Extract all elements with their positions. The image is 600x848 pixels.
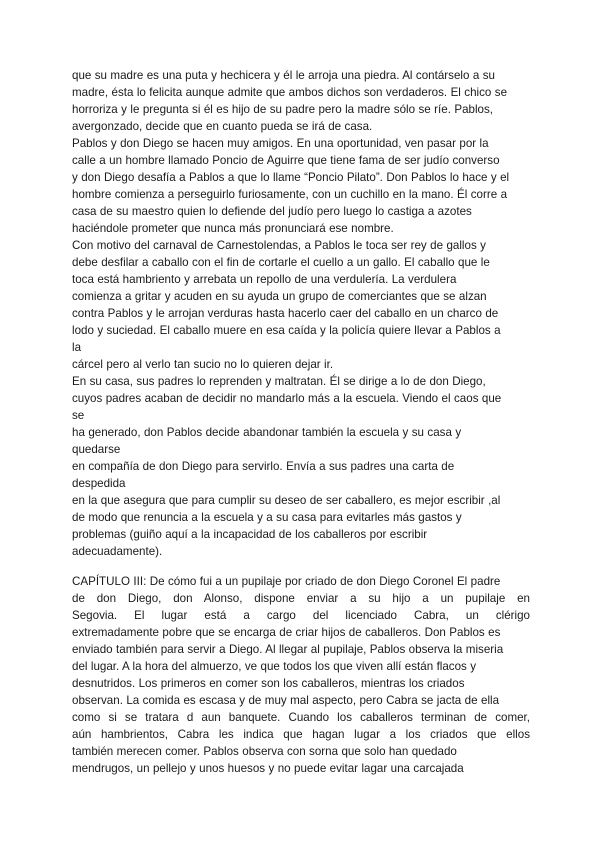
text-line: del lugar. A la hora del almuerzo, ve que todos los que viven allí están flacos y — [72, 660, 477, 673]
text-line: madre, ésta lo felicita aunque admite que ambos dichos son verdaderos. El chico se — [72, 86, 508, 99]
text-line: desnutridos. Los primeros en comer son los caballeros, mientras los criados — [72, 677, 465, 690]
text-line: aún hambrientos, Cabra les indica que hagan lugar a los criados que ellos — [72, 728, 530, 741]
text-line: hombre comienza a perseguirlo furiosamente, con un cuchillo en la mano. Él corre a — [72, 188, 508, 201]
text-line: Segovia. El lugar está a cargo del licenciado Cabra, un clérigo — [72, 609, 530, 622]
text-line: cuyos padres acaban de decidir no mandarlo más a la escuela. Viendo el caos que — [72, 392, 502, 405]
text-line: debe desfilar a caballo con el fin de cortarle el cuello a un gallo. El caballo que le — [72, 256, 490, 269]
text-line: cárcel pero al verlo tan sucio no lo quieren dejar ir. — [72, 358, 334, 371]
text-line: casa de su maestro quien lo defiende del judío pero luego lo castiga a azotes — [72, 205, 472, 218]
text-line: enviado también para servir a Diego. Al llegar al pupilaje, Pablos observa la miseria — [72, 643, 504, 656]
text-line: haciéndole prometer que nunca más pronunciará ese nombre. — [72, 222, 394, 235]
text-line: ha generado, don Pablos decide abandonar también la escuela y su casa y — [72, 426, 462, 439]
text-line: calle a un hombre llamado Poncio de Aguirre que tiene fama de ser judío converso — [72, 154, 500, 167]
text-line: en la que asegura que para cumplir su deseo de ser caballero, es mejor escribir ,al — [72, 494, 501, 507]
text-line: observan. La comida es escasa y de muy mal aspecto, pero Cabra se jacta de ella — [72, 694, 500, 707]
text-line: avergonzado, decide que en cuanto pueda se irá de casa. — [72, 120, 373, 133]
text-line: contra Pablos y le arrojan verduras hasta hacerlo caer del caballo en un charco de — [72, 307, 499, 320]
text-line: problemas (guiño aquí a la incapacidad de los caballeros por escribir — [72, 528, 428, 541]
text-line: de modo que renuncia a la escuela y a su casa para evitarles más gastos y — [72, 511, 462, 524]
text-line: la — [72, 341, 82, 354]
text-line: Pablos y don Diego se hacen muy amigos. En una oportunidad, ven pasar por la — [72, 137, 489, 150]
text-line: de don Diego, don Alonso, dispone enviar a su hijo a un pupilaje en — [72, 592, 530, 605]
text-line: lodo y suciedad. El caballo muere en esa caída y la policía quiere llevar a Pablos a — [72, 324, 501, 337]
text-line: CAPÍTULO III: De cómo fui a un pupilaje por criado de don Diego Coronel El padre — [72, 575, 501, 588]
text-line: Con motivo del carnaval de Carnestolendas, a Pablos le toca ser rey de gallos y — [72, 239, 486, 252]
text-line: también merecen comer. Pablos observa con sorna que solo han quedado — [72, 745, 457, 758]
text-line: despedida — [72, 477, 126, 490]
text-line: en compañía de don Diego para servirlo. Envía a sus padres una carta de — [72, 460, 455, 473]
text-line: y don Diego desafía a Pablos a que lo llame “Poncio Pilato”. Don Pablos lo hace y el — [72, 171, 510, 184]
text-line: que su madre es una puta y hechicera y él le arroja una piedra. Al contárselo a su — [72, 69, 495, 82]
text-line: como si se tratara d aun banquete. Cuando los caballeros terminan de comer, — [72, 711, 530, 724]
text-line: En su casa, sus padres lo reprenden y maltratan. Él se dirige a lo de don Diego, — [72, 375, 486, 388]
text-line: mendrugos, un pellejo y unos huesos y no puede evitar lagar una carcajada — [72, 762, 464, 775]
text-line: extremadamente pobre que se encarga de criar hijos de caballeros. Don Pablos es — [72, 626, 501, 639]
text-line: toca está hambriento y arrebata un repollo de una verdulería. La verdulera — [72, 273, 457, 286]
text-line: quedarse — [72, 443, 121, 456]
text-line: horroriza y le pregunta si él es hijo de su padre pero la madre sólo se ríe. Pablos, — [72, 103, 494, 116]
text-line: adecuadamente). — [72, 545, 163, 558]
text-line: se — [72, 409, 85, 422]
chapter-3-text-block — [72, 573, 530, 777]
text-line: comienza a gritar y acuden en su ayuda un grupo de comerciantes que se alzan — [72, 290, 487, 303]
body-text-block-1 — [72, 67, 530, 560]
